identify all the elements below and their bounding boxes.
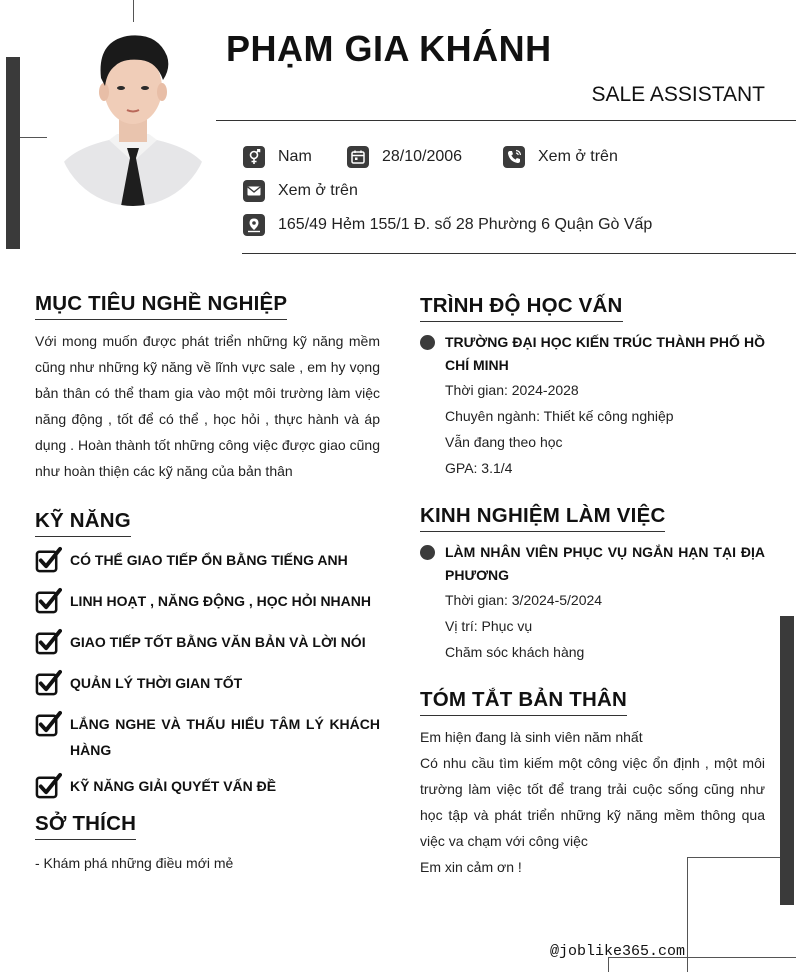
education-detail-line: Thời gian: 2024-2028 (445, 382, 579, 398)
experience-detail-line: Thời gian: 3/2024-5/2024 (445, 592, 603, 608)
school-name: TRƯỜNG ĐẠI HỌC KIẾN TRÚC THÀNH PHỐ HỒ CHÍ MINH (445, 334, 765, 373)
candidate-name: PHẠM GIA KHÁNH (226, 28, 552, 69)
checkbox-check-icon (35, 773, 70, 804)
skill-label: CÓ THỂ GIAO TIẾP ỔN BẰNG TIẾNG ANH (70, 552, 348, 568)
gender-value: Nam (278, 148, 312, 165)
watermark: @joblike365.com (550, 943, 686, 960)
gender-icon (243, 146, 265, 168)
checkbox-check-icon (35, 711, 70, 742)
birthday-info (347, 146, 462, 168)
bullet-dot (420, 545, 435, 560)
phone-icon (503, 146, 525, 168)
summary-line: Em xin cảm ơn ! (420, 859, 522, 875)
phone-info (503, 146, 618, 168)
checkbox-check-icon (35, 670, 70, 701)
right-accent-bar (780, 616, 794, 905)
summary-title: TÓM TẮT BẢN THÂN (420, 688, 627, 716)
summary-section (420, 688, 765, 880)
hobbies-text: - Khám phá những điều mới mẻ (35, 855, 234, 871)
job-role: SALE ASSISTANT (591, 83, 765, 106)
phone-value: Xem ở trên (538, 148, 618, 165)
objective-section (35, 292, 380, 484)
objective-title: MỤC TIÊU NGHỀ NGHIỆP (35, 292, 287, 320)
skill-label: LINH HOẠT , NĂNG ĐỘNG , HỌC HỎI NHANH (70, 593, 371, 609)
profile-photo (57, 22, 209, 206)
hobbies-section (35, 812, 380, 876)
bullet-dot (420, 335, 435, 350)
education-entry (420, 331, 765, 481)
education-section (420, 294, 765, 481)
skill-label: QUẢN LÝ THỜI GIAN TỐT (70, 675, 243, 691)
skill-item (35, 711, 380, 763)
email-info (243, 180, 358, 202)
left-horizontal-line (20, 137, 47, 138)
contact-divider (242, 253, 796, 254)
skill-item (35, 547, 380, 578)
left-accent-bar (6, 57, 20, 249)
education-detail-line: GPA: 3.1/4 (445, 460, 513, 476)
job-title: LÀM NHÂN VIÊN PHỤC VỤ NGẮN HẠN TẠI ĐỊA PHƯƠNG (445, 544, 765, 583)
summary-text (420, 724, 765, 880)
checkbox-check-icon (35, 588, 70, 619)
education-detail-line: Chuyên ngành: Thiết kế công nghiệp (445, 408, 674, 424)
skills-list (35, 547, 380, 804)
location-pin-icon (243, 214, 265, 236)
skill-label: KỸ NĂNG GIẢI QUYẾT VẤN ĐỀ (70, 778, 277, 794)
email-value: Xem ở trên (278, 182, 358, 199)
skill-item (35, 773, 380, 804)
summary-line: Em hiện đang là sinh viên năm nhất (420, 729, 643, 745)
skill-label: GIAO TIẾP TỐT BẰNG VĂN BẢN VÀ LỜI NÓI (70, 634, 366, 650)
experience-entry (420, 541, 765, 665)
skill-item (35, 670, 380, 701)
summary-line: Có nhu cầu tìm kiếm một công việc ổn định , một môi trường làm việc tốt để trang trải cuộc sống cũng như học tập và phát triển những kỹ năng mềm thông qua việc va chạm với công việc (420, 755, 765, 849)
experience-details (445, 587, 765, 665)
checkbox-check-icon (35, 629, 70, 660)
education-detail-line: Vẫn đang theo học (445, 434, 563, 450)
gender-info (243, 146, 312, 168)
checkbox-check-icon (35, 547, 70, 578)
envelope-icon (243, 180, 265, 202)
header-divider (216, 120, 796, 121)
skill-item (35, 588, 380, 619)
skill-label: LẮNG NGHE VÀ THẤU HIỂU TÂM LÝ KHÁCH HÀNG (70, 716, 380, 758)
skills-title: KỸ NĂNG (35, 509, 131, 537)
calendar-icon (347, 146, 369, 168)
education-title: TRÌNH ĐỘ HỌC VẤN (420, 294, 623, 322)
objective-text: Với mong muốn được phát triển những kỹ năng mềm cũng như những kỹ năng về lĩnh vực sale , em hy vọng bản thân có thể tham gia vào một môi trường làm việc năng động , tốt để có thể , học hỏi , thực hành và áp dụng . Hoàn thành tốt những công việc được giao cũng như hoàn thiện các kỹ năng của bản thân (35, 333, 380, 479)
experience-title: KINH NGHIỆM LÀM VIỆC (420, 504, 665, 532)
experience-detail-line: Vị trí: Phục vụ (445, 618, 533, 634)
address-info (243, 214, 652, 236)
experience-section (420, 504, 765, 665)
hobbies-title: SỞ THÍCH (35, 812, 136, 840)
address-value: 165/49 Hẻm 155/1 Đ. số 28 Phường 6 Quận Gò Vấp (278, 216, 653, 233)
experience-detail-line: Chăm sóc khách hàng (445, 644, 585, 660)
skills-section (35, 509, 380, 814)
skill-item (35, 629, 380, 660)
birthday-value: 28/10/2006 (382, 148, 463, 165)
education-details (445, 377, 765, 481)
